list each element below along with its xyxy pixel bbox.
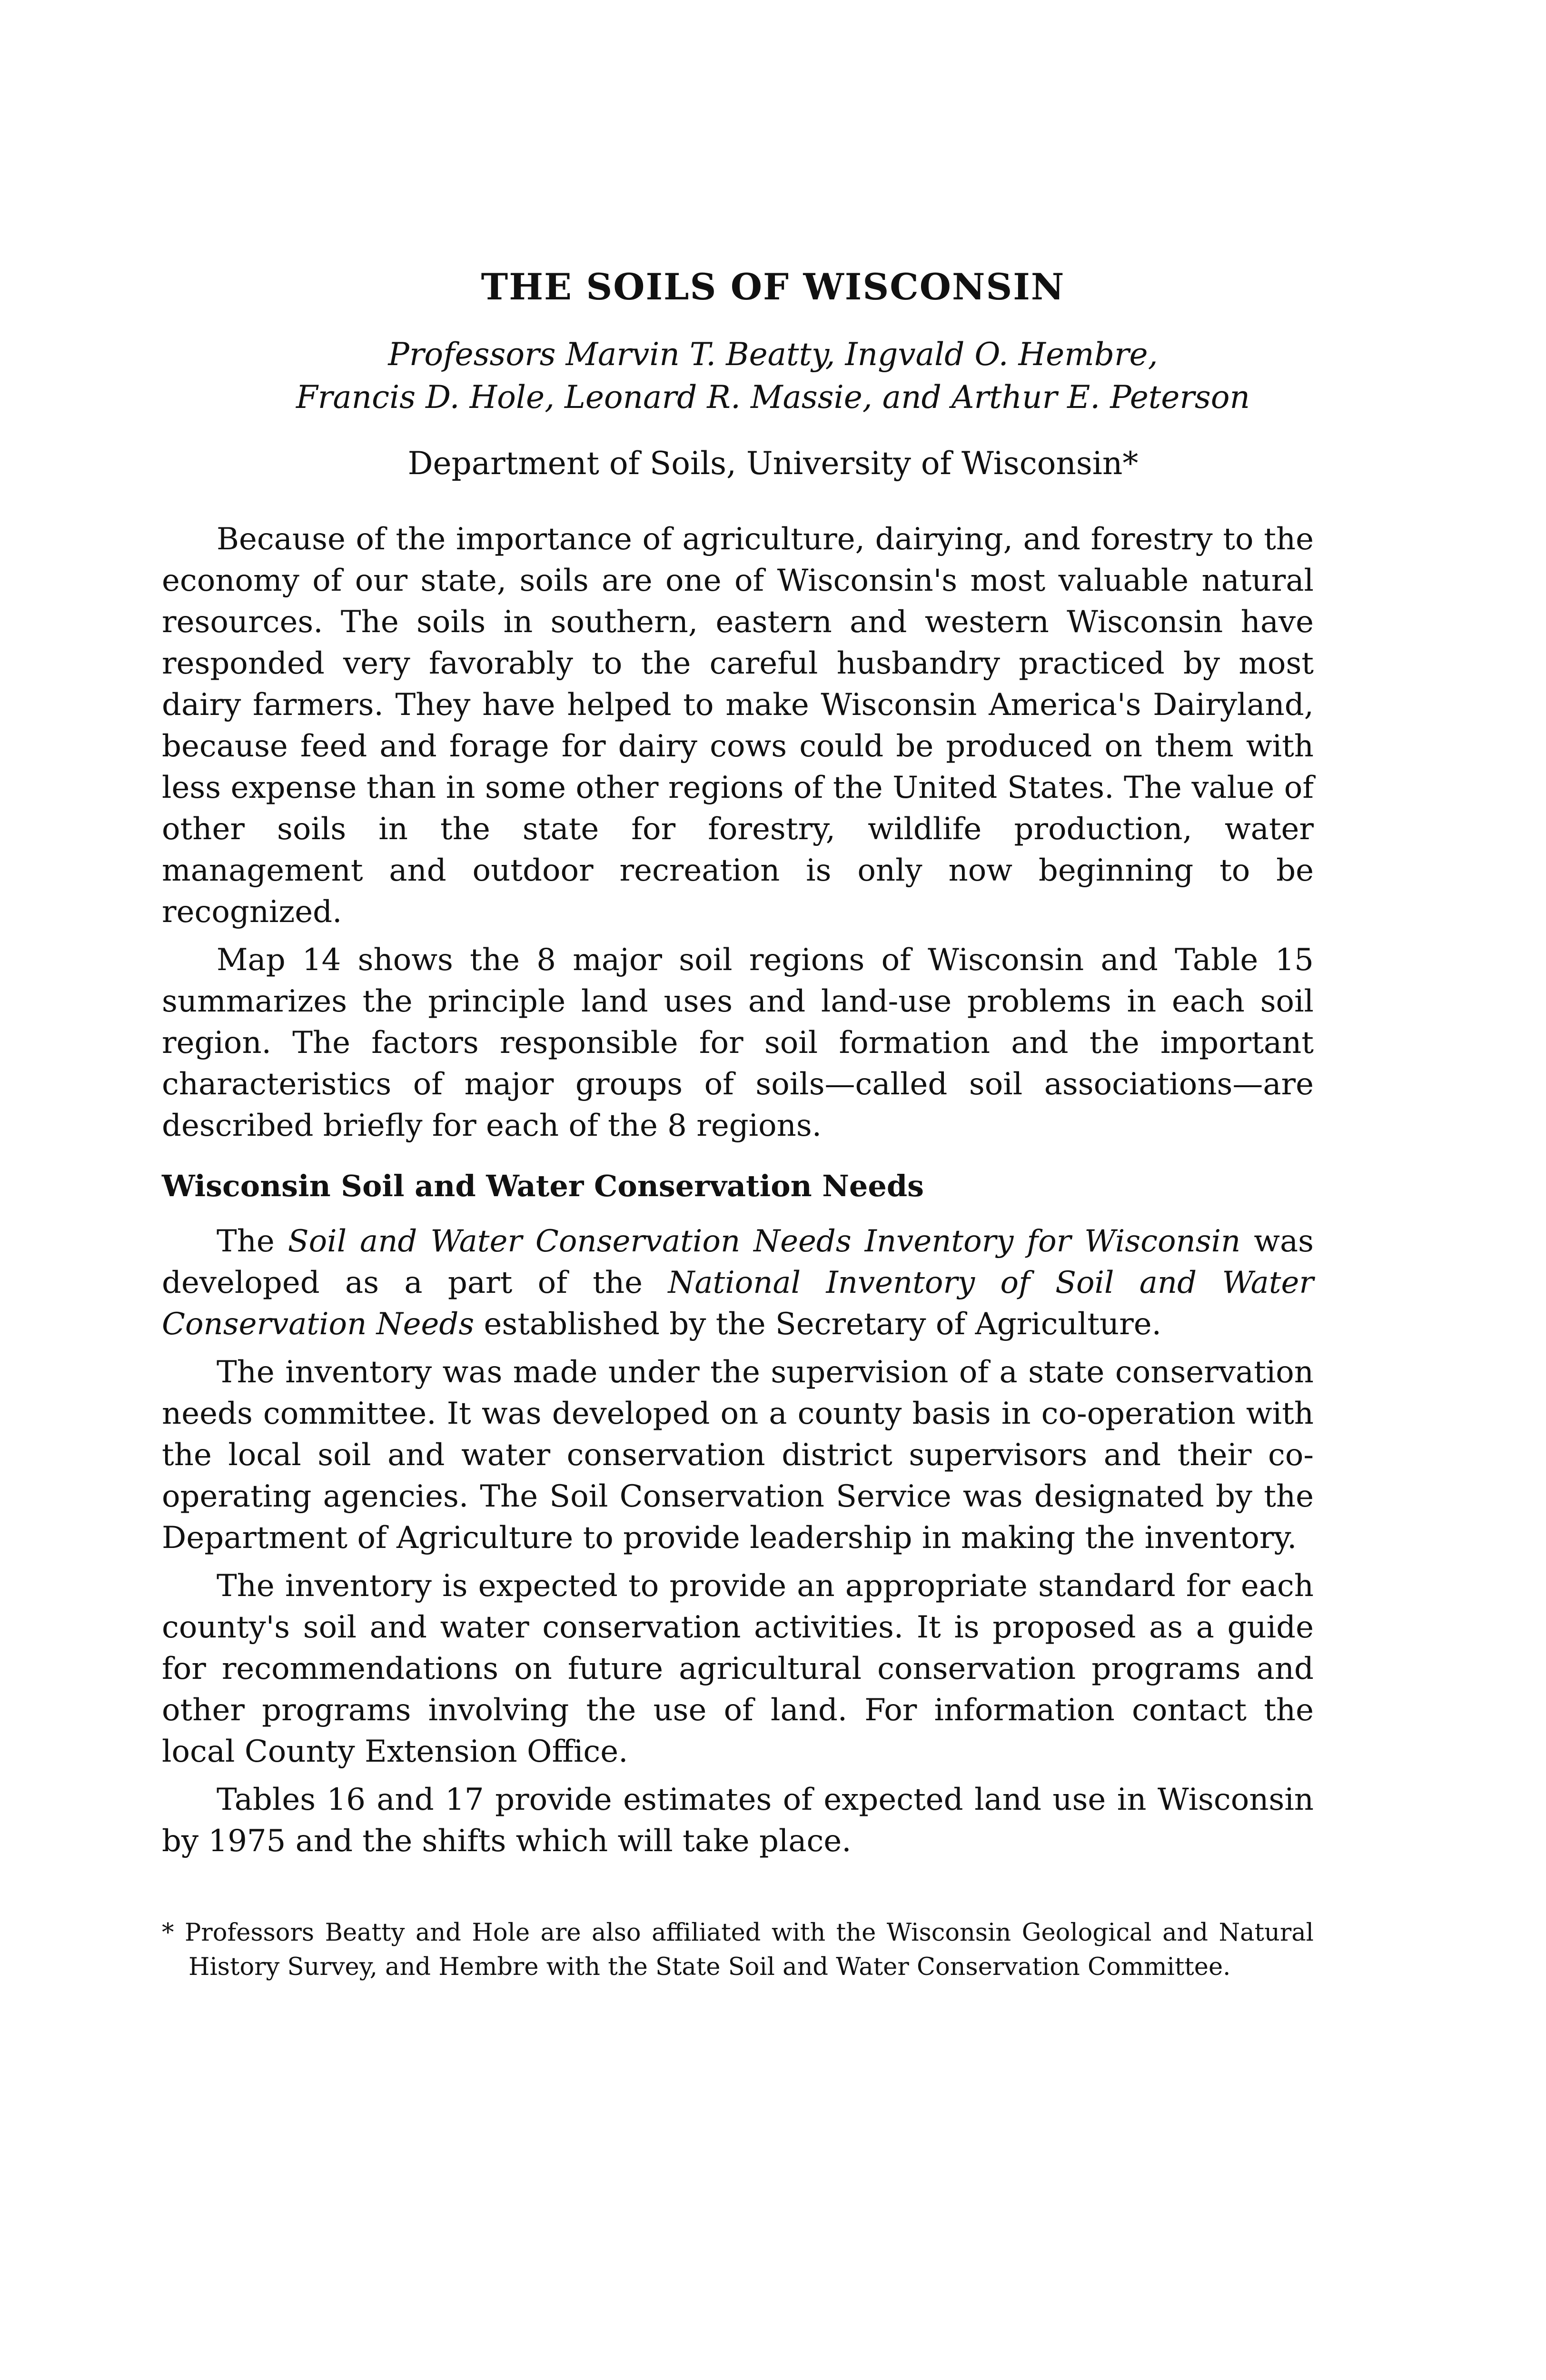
p1-text-a: The — [217, 1224, 288, 1259]
authors-line-2: Francis D. Hole, Leonard R. Massie, and Arthur E. Peterson — [296, 379, 1250, 416]
department-affiliation: Department of Soils, University of Wisconsin* — [407, 445, 1139, 482]
intro-paragraph-1: Because of the importance of agriculture, dairying, and forestry to the economy of our state, soils are one of Wisconsin's most valuable natural resources. The soils in southern, eastern and western Wisconsin have responded very favorably to the careful husbandry practiced by most dairy farmers. They have helped to make Wisconsin America's Dairyland, because feed and forage for dairy cows could be produced on them with less expense than in some other regions of the United States. The value of other soils in the state for forestry, wildlife production, water management and outdoor recreation is only now beginning to be recognized. — [162, 522, 1314, 930]
section-heading: Wisconsin Soil and Water Conservation Needs — [162, 1169, 924, 1203]
author-list — [0, 333, 1546, 419]
section-paragraph-1 — [162, 1221, 1314, 1345]
conservation-section — [162, 1221, 1314, 1869]
intro-paragraph-2: Map 14 shows the 8 major soil regions of Wisconsin and Table 15 summarizes the principle land uses and land-use problems in each soil region. The factors responsible for soil formation and the important characteristics of major groups of soils—called soil associations—are described briefly for each of the 8 regions. — [162, 942, 1314, 1143]
footnote: * Professors Beatty and Hole are also affiliated with the Wisconsin Geological and Natural History Survey, and Hembre with the State Soil and Water Conservation Committee. — [162, 1919, 1314, 1981]
p1-text-c: established by the Secretary of Agriculture. — [474, 1307, 1161, 1342]
section-paragraph-3: The inventory is expected to provide an appropriate standard for each county's soil and water conservation activities. It is proposed as a guide for recommendations on future agricultural conservation programs and other programs involving the use of land. For information contact the local County Extension Office. — [162, 1568, 1314, 1769]
p1-italic-national-inventory: National Inventory of Soil and Water Conservation Needs — [162, 1265, 1314, 1342]
page-title: THE SOILS OF WISCONSIN — [481, 266, 1065, 308]
section-paragraph-4: Tables 16 and 17 provide estimates of expected land use in Wisconsin by 1975 and the shifts which will take place. — [162, 1782, 1314, 1859]
authors-line-1: Professors Marvin T. Beatty, Ingvald O. Hembre, — [388, 336, 1158, 373]
p1-text-b: was developed as a part of the — [162, 1224, 1314, 1300]
section-paragraph-2: The inventory was made under the supervision of a state conservation needs committee. It was developed on a county basis in co-operation with the local soil and water conservation district supervisors and their co-operating agencies. The Soil Conservation Service was designated by the Department of Agriculture to provide leadership in making the inventory. — [162, 1355, 1314, 1556]
intro-section — [162, 519, 1314, 1153]
p1-italic-inventory-title: Soil and Water Conservation Needs Inventory for Wisconsin — [287, 1224, 1241, 1259]
